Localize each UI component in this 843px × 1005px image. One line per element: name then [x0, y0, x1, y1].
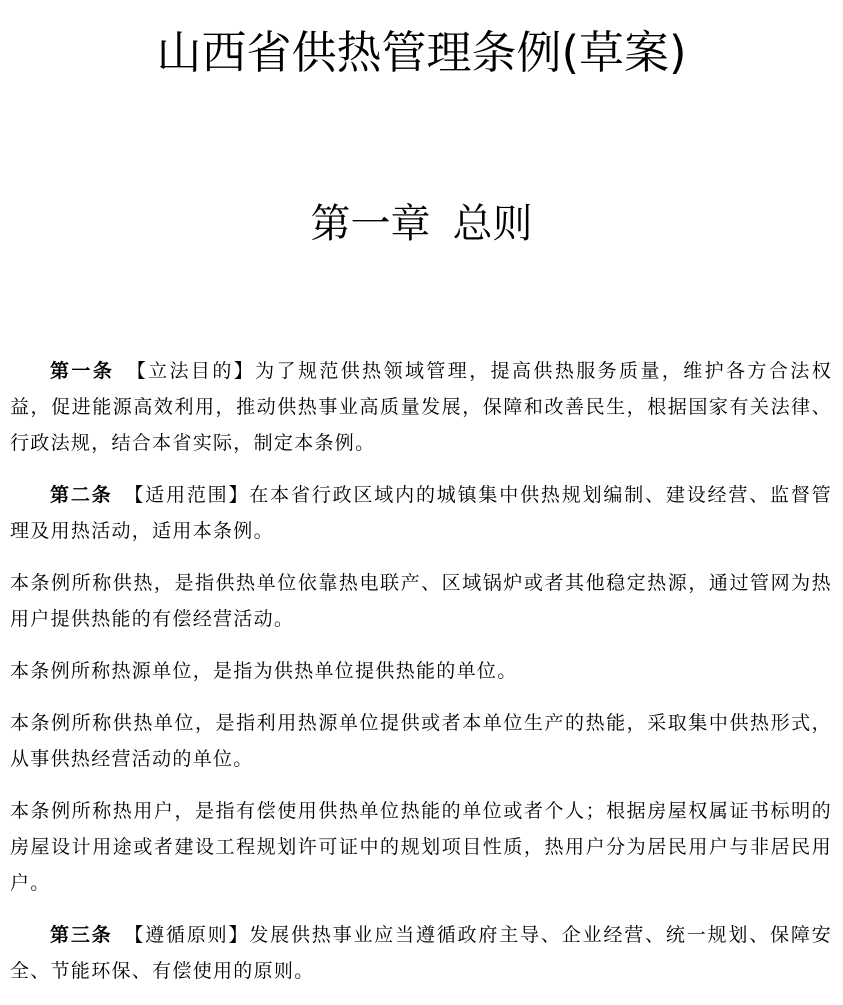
- clause-paragraph: [10, 653, 832, 689]
- chapter-name: 总则: [452, 201, 533, 247]
- paragraph-text: 本条例所称供热，是指供热单位依靠热电联产、区域锅炉或者其他稳定热源，通过管网为热用户提供热能的有偿经营活动。: [10, 572, 832, 630]
- article-paragraph: [10, 917, 832, 989]
- paragraph-text: 为了规范供热领域管理，提高供热服务质量，维护各方合法权益，促进能源高效利用，推动供热事业高质量发展，保障和改善民生，根据国家有关法律、行政法规，结合本省实际，制定本条例。: [10, 360, 833, 454]
- clause-paragraph: [10, 565, 832, 637]
- paragraph-text: 在本省行政区域内的城镇集中供热规划编制、建设经营、监督管理及用热活动，适用本条例。: [10, 484, 832, 542]
- article-topic: 【适用范围】: [124, 484, 250, 506]
- article-topic: 【遵循原则】: [124, 924, 250, 946]
- article-paragraph: [10, 477, 832, 549]
- clause-paragraph: [10, 793, 832, 901]
- article-paragraph: [10, 353, 832, 461]
- article-number: 第一条: [50, 360, 115, 382]
- paragraph-text: 本条例所称热源单位，是指为供热单位提供热能的单位。: [10, 660, 518, 682]
- chapter-label: 第一章: [310, 201, 431, 247]
- chapter-heading: [0, 196, 843, 252]
- article-topic: 【立法目的】: [126, 360, 256, 382]
- clause-paragraph: [10, 705, 832, 777]
- document-title: 山西省供热管理条例(草案): [156, 26, 687, 79]
- paragraph-text: 本条例所称供热单位，是指利用热源单位提供或者本单位生产的热能，采取集中供热形式，从事供热经营活动的单位。: [10, 712, 832, 770]
- article-number: 第二条: [50, 484, 113, 506]
- paragraph-text: 本条例所称热用户，是指有偿使用供热单位热能的单位或者个人；根据房屋权属证书标明的房屋设计用途或者建设工程规划许可证中的规划项目性质，热用户分为居民用户与非居民用户。: [10, 800, 832, 894]
- article-number: 第三条: [50, 924, 113, 946]
- document-body: [10, 353, 832, 1005]
- paragraph-text: 发展供热事业应当遵循政府主导、企业经营、统一规划、保障安全、节能环保、有偿使用的原则。: [10, 924, 832, 982]
